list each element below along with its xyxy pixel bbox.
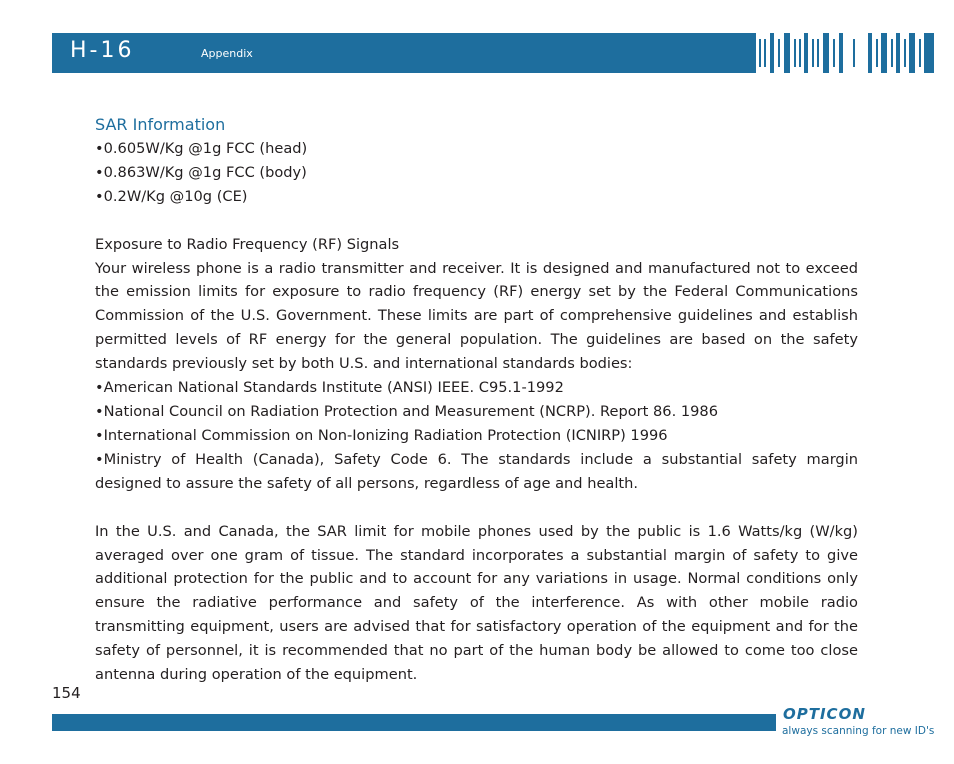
- page-number: 154: [52, 684, 81, 702]
- rf-item: •American National Standards Institute (ANSI) IEEE. C95.1-1992: [95, 379, 564, 397]
- rf-item: •International Commission on Non-Ionizing Radiation Protection (ICNIRP) 1996: [95, 426, 668, 444]
- barcode-icon: [726, 33, 936, 73]
- model-title: H-16: [70, 38, 135, 63]
- section-label: Appendix: [201, 47, 253, 60]
- rf-paragraph: Your wireless phone is a radio transmitter and receiver. It is designed and manufactured not to exceed the emission limits for exposure to radio frequency (RF) energy set by the Federal Communications Commission of the U.S. Government. These limits are part of comprehensive guidelines and establish permitted levels of RF energy for the general population. The guidelines are based on the safety standards previously set by both U.S. and international standards bodies:: [95, 259, 858, 373]
- footer-bar: [52, 714, 776, 731]
- tagline: always scanning for new ID's: [782, 725, 935, 737]
- spacer: [95, 209, 858, 233]
- sar-limit-paragraph: In the U.S. and Canada, the SAR limit for mobile phones used by the public is 1.6 Watts/kg (W/kg) averaged over one gram of tissue. The standard incorporates a substantial margin of safety to give additional protection for the public and to account for any variations in usage. Normal conditions only ensure the radiative performance and safety of the interference. As with other mobile radio transmitting equipment, users are advised that for satisfactory operation of the equipment and for the safety of personnel, it is recommended that no part of the human body be allowed to come too close antenna during operation of the equipment.: [95, 522, 858, 684]
- header-bar: [52, 33, 756, 73]
- rf-item: •National Council on Radiation Protection and Measurement (NCRP). Report 86. 1986: [95, 402, 718, 420]
- rf-heading: Exposure to Radio Frequency (RF) Signals: [95, 235, 400, 253]
- sar-item: •0.2W/Kg @10g (CE): [95, 187, 248, 205]
- page-content: [95, 113, 858, 687]
- rf-item: •Ministry of Health (Canada), Safety Code 6. The standards include a substantial safety margin designed to assure the safety of all persons, regardless of age and health.: [95, 450, 858, 492]
- sar-item: •0.605W/Kg @1g FCC (head): [95, 139, 308, 157]
- opticon-logo: OPTICON: [783, 705, 866, 723]
- spacer: [95, 496, 858, 520]
- sar-item: •0.863W/Kg @1g FCC (body): [95, 163, 307, 181]
- sar-heading: SAR Information: [95, 115, 226, 134]
